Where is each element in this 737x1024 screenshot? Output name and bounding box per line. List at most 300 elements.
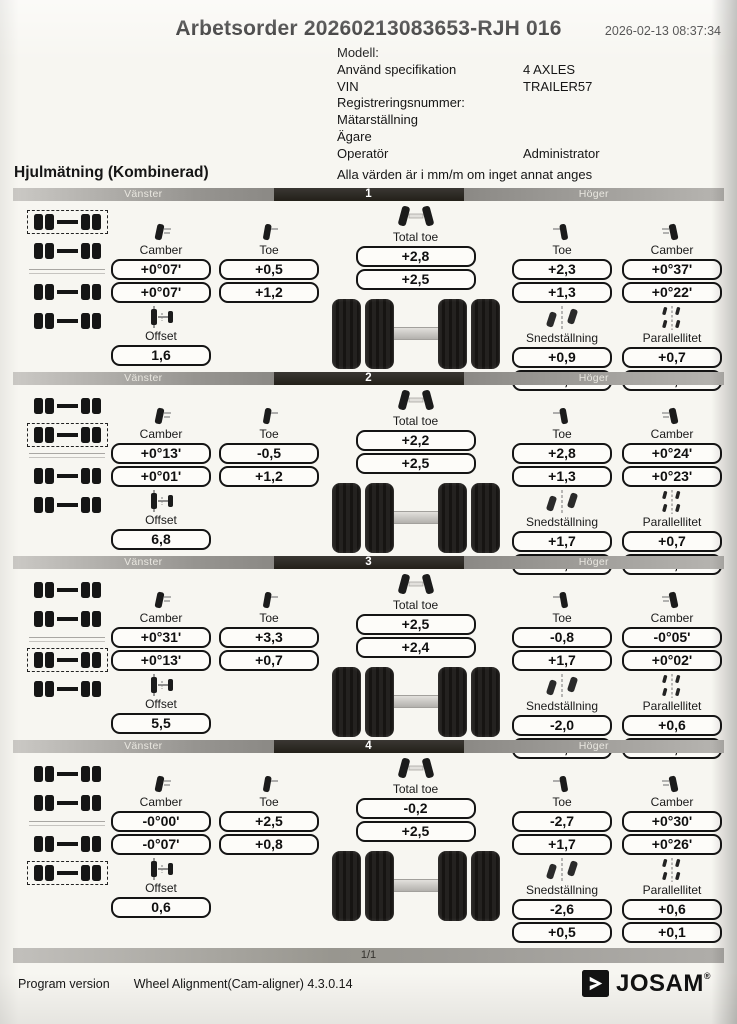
total-toe-icon	[393, 205, 439, 229]
axle-illustration	[332, 666, 500, 738]
mini-wheel	[92, 284, 101, 300]
toe-icon	[550, 591, 574, 610]
tire-image	[365, 851, 394, 921]
parallel-label: Parallellitet	[642, 514, 702, 529]
subheader-row	[0, 164, 737, 188]
band-left-segment	[13, 556, 274, 569]
toe-icon	[550, 407, 574, 426]
camber-icon	[660, 407, 684, 426]
mini-wheel	[45, 398, 54, 414]
tire-image	[365, 299, 394, 369]
total-toe-icon	[393, 757, 439, 781]
mini-axle-bar	[57, 220, 78, 224]
page-number: 1/1	[360, 948, 377, 961]
mini-wheel	[92, 836, 101, 852]
camber-label: Camber	[650, 794, 694, 809]
axle-shaft	[394, 327, 438, 340]
mini-wheel	[81, 243, 90, 259]
left-toe-value-2: +0,8	[219, 834, 319, 855]
right-toe-column	[512, 775, 612, 941]
left-camber-value-1: -0°00'	[111, 811, 211, 832]
measurement-section-title: Hjulmätning (Kombinerad)	[14, 163, 209, 181]
info-row-registration	[337, 95, 737, 112]
mini-wheel	[92, 795, 101, 811]
parallel-value-1: +0,7	[622, 347, 722, 368]
total-toe-label: Total toe	[392, 413, 439, 428]
info-label: Modell:	[337, 45, 379, 60]
info-value: Administrator	[523, 145, 600, 161]
left-toe-value-2: +1,2	[219, 466, 319, 487]
mini-wheel	[92, 865, 101, 881]
program-version-value: Wheel Alignment(Cam-aligner) 4.3.0.14	[133, 976, 353, 991]
mini-axle-bar	[57, 772, 78, 776]
total-toe-value-1: +2,2	[356, 430, 476, 451]
info-value: TRAILER57	[523, 78, 593, 94]
toe-icon	[257, 407, 281, 426]
mini-axle-bar	[57, 871, 78, 875]
axle-header-band	[13, 372, 724, 385]
tire-image	[365, 483, 394, 553]
brand-name	[616, 970, 711, 998]
mini-wheel	[81, 836, 90, 852]
axle-number: 3	[365, 556, 372, 569]
info-row-odometer	[337, 112, 737, 129]
mini-wheel	[45, 681, 54, 697]
mini-wheel	[92, 427, 101, 443]
left-offset-value: 5,5	[111, 713, 211, 734]
mini-wheel	[45, 214, 54, 230]
right-toe-column	[512, 407, 612, 556]
left-offset-value: 1,6	[111, 345, 211, 366]
left-measurements-group	[111, 569, 319, 740]
camber-icon	[149, 775, 173, 794]
left-toe-value-2: +0,7	[219, 650, 319, 671]
left-toe-value-2: +1,2	[219, 282, 319, 303]
left-toe-column	[219, 407, 319, 556]
toe-label: Toe	[259, 610, 279, 625]
toe-label: Toe	[552, 794, 572, 809]
mini-wheel	[34, 497, 43, 513]
axle-number-box	[274, 740, 464, 753]
mini-wheel	[92, 468, 101, 484]
mini-wheel	[34, 243, 43, 259]
mini-axle-3-icon	[27, 648, 108, 672]
info-value	[523, 45, 737, 62]
chassis-divider-line	[29, 821, 105, 826]
mini-wheel	[92, 214, 101, 230]
left-offset-value: 0,6	[111, 897, 211, 918]
mini-axle-bar	[57, 474, 78, 478]
mini-wheel	[81, 766, 90, 782]
right-measurements-group	[512, 385, 722, 556]
josam-arrow-mark-icon	[582, 970, 609, 997]
parallel-value-2: +0,1	[622, 922, 722, 943]
axle-section-body	[13, 753, 724, 941]
units-note: Alla värden är i mm/m om inget annat anges	[337, 166, 593, 182]
right-measurements-group	[512, 569, 722, 740]
mini-axle-bar	[57, 658, 78, 662]
info-label: Ägare	[337, 128, 372, 144]
left-camber-value-2: -0°07'	[111, 834, 211, 855]
skew-label: Snedställning	[525, 514, 599, 529]
mini-axle-4-icon	[27, 493, 108, 517]
skew-icon	[544, 306, 580, 330]
info-row-model	[337, 45, 737, 62]
total-toe-column	[330, 201, 502, 372]
left-measurements-group	[111, 385, 319, 556]
mini-axle-2-icon	[27, 791, 108, 815]
mini-wheel	[81, 795, 90, 811]
right-camber-value-1: -0°05'	[622, 627, 722, 648]
skew-icon	[544, 674, 580, 698]
brand-word: JOSAM	[616, 969, 704, 997]
axle-header-band	[13, 556, 724, 569]
skew-value-1: -2,6	[512, 899, 612, 920]
left-offset-value: 6,8	[111, 529, 211, 550]
mini-wheel	[92, 398, 101, 414]
mini-axle-bar	[57, 319, 78, 323]
mini-axle-bar	[57, 503, 78, 507]
toe-icon	[550, 775, 574, 794]
axle-header-band	[13, 740, 724, 753]
right-camber-value-1: +0°30'	[622, 811, 722, 832]
band-left-segment	[13, 740, 274, 753]
left-toe-value-1: +3,3	[219, 627, 319, 648]
toe-icon	[550, 223, 574, 242]
left-camber-column	[111, 223, 211, 372]
band-right-segment	[464, 372, 725, 385]
tire-image	[438, 299, 467, 369]
axle-shaft	[394, 511, 438, 524]
right-camber-column	[622, 407, 722, 556]
mini-axle-bar	[57, 290, 78, 294]
print-timestamp: 2026-02-13 08:37:34	[604, 24, 721, 38]
left-toe-column	[219, 775, 319, 924]
parallel-label: Parallellitet	[642, 330, 702, 345]
toe-icon	[257, 775, 281, 794]
camber-label: Camber	[650, 610, 694, 625]
mini-axle-2-icon	[27, 239, 108, 263]
mini-axle-bar	[57, 842, 78, 846]
mini-wheel	[45, 652, 54, 668]
tire-image	[471, 851, 500, 921]
right-toe-column	[512, 591, 612, 740]
right-camber-value-2: +0°22'	[622, 282, 722, 303]
axle-section-body	[13, 569, 724, 740]
parallel-value-1: +0,6	[622, 715, 722, 736]
hoger-label: Höger	[578, 740, 609, 753]
mini-wheel	[34, 427, 43, 443]
page-number-band	[13, 948, 724, 963]
right-toe-value-1: -2,7	[512, 811, 612, 832]
offset-icon	[146, 858, 176, 880]
left-camber-value-2: +0°07'	[111, 282, 211, 303]
left-measurements-group	[111, 753, 319, 924]
mini-wheel	[45, 766, 54, 782]
chassis-divider-line	[29, 453, 105, 458]
left-camber-value-2: +0°01'	[111, 466, 211, 487]
camber-label: Camber	[650, 242, 694, 257]
info-row-operator	[337, 146, 737, 163]
mini-wheel	[92, 652, 101, 668]
axle-section	[13, 740, 724, 941]
band-right-segment	[464, 556, 725, 569]
footer-row	[0, 963, 737, 998]
info-row-owner	[337, 129, 737, 146]
total-toe-column	[330, 385, 502, 556]
total-toe-icon	[393, 389, 439, 413]
total-toe-icon	[393, 573, 439, 597]
mini-axle-4-icon	[27, 677, 108, 701]
mini-wheel	[81, 313, 90, 329]
left-toe-value-1: +0,5	[219, 259, 319, 280]
mini-wheel	[34, 398, 43, 414]
total-toe-value-1: +2,8	[356, 246, 476, 267]
tire-image	[471, 483, 500, 553]
total-toe-value-2: +2,5	[356, 453, 476, 474]
vanster-label: Vänster	[124, 556, 163, 569]
mini-axle-1-icon	[27, 210, 108, 234]
mini-wheel	[45, 427, 54, 443]
tire-image	[332, 299, 361, 369]
mini-wheel	[81, 468, 90, 484]
document-header	[0, 0, 737, 41]
mini-wheel	[81, 497, 90, 513]
mini-axle-1-icon	[27, 394, 108, 418]
left-camber-value-2: +0°13'	[111, 650, 211, 671]
tire-image	[332, 667, 361, 737]
josam-logo	[582, 970, 711, 998]
offset-block	[111, 306, 211, 366]
mini-axle-3-icon	[27, 464, 108, 488]
mini-wheel	[45, 284, 54, 300]
toe-label: Toe	[552, 610, 572, 625]
mini-axle-bar	[57, 617, 78, 621]
vanster-label: Vänster	[124, 372, 163, 385]
camber-icon	[149, 591, 173, 610]
parallel-icon	[659, 858, 685, 882]
left-camber-value-1: +0°07'	[111, 259, 211, 280]
mini-axle-3-icon	[27, 832, 108, 856]
camber-icon	[149, 407, 173, 426]
axle-sections-container	[0, 188, 737, 941]
skew-label: Snedställning	[525, 882, 599, 897]
tire-image	[332, 851, 361, 921]
left-toe-value-1: +2,5	[219, 811, 319, 832]
camber-label: Camber	[139, 242, 183, 257]
trailer-axle-schematic-icon	[27, 569, 107, 740]
mini-wheel	[34, 766, 43, 782]
mini-wheel	[34, 313, 43, 329]
toe-label: Toe	[259, 426, 279, 441]
mini-wheel	[92, 611, 101, 627]
info-label: Operatör	[337, 145, 389, 161]
mini-wheel	[34, 681, 43, 697]
mini-wheel	[92, 497, 101, 513]
tire-image	[471, 299, 500, 369]
axle-illustration	[332, 298, 500, 370]
right-measurements-group	[512, 753, 722, 941]
axle-shaft	[394, 879, 438, 892]
chassis-divider-line	[29, 637, 105, 642]
right-camber-value-1: +0°37'	[622, 259, 722, 280]
mini-wheel	[34, 652, 43, 668]
right-camber-value-2: +0°26'	[622, 834, 722, 855]
mini-wheel	[45, 497, 54, 513]
skew-label: Snedställning	[525, 330, 599, 345]
mini-wheel	[45, 313, 54, 329]
trailer-axle-schematic-icon	[27, 753, 107, 924]
mini-wheel	[92, 582, 101, 598]
left-camber-column	[111, 407, 211, 556]
toe-icon	[257, 591, 281, 610]
total-toe-label: Total toe	[392, 229, 439, 244]
total-toe-value-2: +2,4	[356, 637, 476, 658]
left-camber-column	[111, 591, 211, 740]
info-label: Använd specifikation	[337, 61, 457, 77]
mini-wheel	[81, 681, 90, 697]
mini-axle-bar	[57, 249, 78, 253]
left-camber-value-1: +0°31'	[111, 627, 211, 648]
mini-wheel	[45, 865, 54, 881]
parallel-label: Parallellitet	[642, 698, 702, 713]
camber-icon	[660, 591, 684, 610]
mini-wheel	[34, 214, 43, 230]
skew-value-2: +0,5	[512, 922, 612, 943]
camber-icon	[660, 775, 684, 794]
mini-axle-2-icon	[27, 423, 108, 447]
left-camber-column	[111, 775, 211, 924]
offset-icon	[146, 674, 176, 696]
mini-axle-bar	[57, 687, 78, 691]
program-version-label: Program version	[18, 976, 110, 991]
axle-shaft	[394, 695, 438, 708]
skew-block	[512, 858, 612, 943]
mini-wheel	[34, 284, 43, 300]
page-title: Arbetsorder 20260213083653-RJH 016	[175, 17, 562, 40]
mini-wheel	[45, 243, 54, 259]
offset-icon	[146, 306, 176, 328]
mini-wheel	[45, 611, 54, 627]
vanster-label: Vänster	[124, 740, 163, 753]
mini-axle-4-icon	[27, 861, 108, 885]
total-toe-value-1: +2,5	[356, 614, 476, 635]
mini-wheel	[45, 468, 54, 484]
right-toe-value-2: +1,3	[512, 282, 612, 303]
mini-wheel	[92, 681, 101, 697]
axle-section	[13, 556, 724, 740]
info-row-vin	[337, 79, 737, 96]
parallel-label: Parallellitet	[642, 882, 702, 897]
band-left-segment	[13, 372, 274, 385]
right-camber-column	[622, 775, 722, 941]
axle-section	[13, 372, 724, 556]
axle-number-box	[274, 372, 464, 385]
mini-wheel	[34, 795, 43, 811]
trailer-axle-schematic-icon	[27, 385, 107, 556]
camber-label: Camber	[139, 426, 183, 441]
total-toe-label: Total toe	[392, 597, 439, 612]
vanster-label: Vänster	[124, 188, 163, 201]
axle-illustration	[332, 482, 500, 554]
left-toe-column	[219, 223, 319, 372]
right-toe-value-2: +1,7	[512, 834, 612, 855]
trailer-axle-schematic-icon	[27, 201, 107, 372]
mini-wheel	[81, 582, 90, 598]
axle-number-box	[274, 556, 464, 569]
toe-label: Toe	[552, 426, 572, 441]
mini-axle-bar	[57, 404, 78, 408]
info-value	[523, 95, 737, 112]
mini-axle-1-icon	[27, 762, 108, 786]
skew-icon	[544, 858, 580, 882]
right-toe-value-2: +1,3	[512, 466, 612, 487]
left-camber-value-1: +0°13'	[111, 443, 211, 464]
info-label: Mätarställning	[337, 112, 418, 128]
hoger-label: Höger	[578, 372, 609, 385]
registered-trademark: ®	[703, 970, 711, 981]
offset-block	[111, 858, 211, 918]
right-camber-value-2: +0°23'	[622, 466, 722, 487]
toe-label: Toe	[552, 242, 572, 257]
axle-number: 4	[365, 740, 372, 753]
camber-label: Camber	[139, 610, 183, 625]
vehicle-info-block	[337, 45, 737, 163]
mini-wheel	[45, 582, 54, 598]
mini-wheel	[81, 398, 90, 414]
toe-label: Toe	[259, 242, 279, 257]
total-toe-value-2: +2,5	[356, 821, 476, 842]
parallel-icon	[659, 490, 685, 514]
mini-wheel	[81, 214, 90, 230]
info-value: 4 AXLES	[523, 61, 576, 77]
mini-wheel	[45, 795, 54, 811]
mini-axle-1-icon	[27, 578, 108, 602]
mini-axle-3-icon	[27, 280, 108, 304]
axle-header-band	[13, 188, 724, 201]
mini-wheel	[81, 611, 90, 627]
mini-axle-bar	[57, 588, 78, 592]
axle-number: 2	[365, 372, 372, 385]
skew-value-1: +1,7	[512, 531, 612, 552]
axle-illustration	[332, 850, 500, 922]
mini-wheel	[34, 836, 43, 852]
total-toe-value-1: -0,2	[356, 798, 476, 819]
tire-image	[332, 483, 361, 553]
mini-wheel	[92, 313, 101, 329]
mini-axle-4-icon	[27, 309, 108, 333]
camber-icon	[660, 223, 684, 242]
total-toe-value-2: +2,5	[356, 269, 476, 290]
offset-label: Offset	[145, 328, 177, 343]
offset-label: Offset	[145, 696, 177, 711]
hoger-label: Höger	[578, 556, 609, 569]
hoger-label: Höger	[578, 188, 609, 201]
mini-wheel	[34, 468, 43, 484]
skew-label: Snedställning	[525, 698, 599, 713]
chassis-divider-line	[29, 269, 105, 274]
total-toe-label: Total toe	[392, 781, 439, 796]
mini-wheel	[34, 865, 43, 881]
tire-image	[438, 851, 467, 921]
axle-section-body	[13, 385, 724, 556]
axle-section	[13, 188, 724, 372]
right-toe-value-1: -0,8	[512, 627, 612, 648]
band-left-segment	[13, 188, 274, 201]
total-toe-column	[330, 753, 502, 924]
left-toe-value-1: -0,5	[219, 443, 319, 464]
toe-label: Toe	[259, 794, 279, 809]
